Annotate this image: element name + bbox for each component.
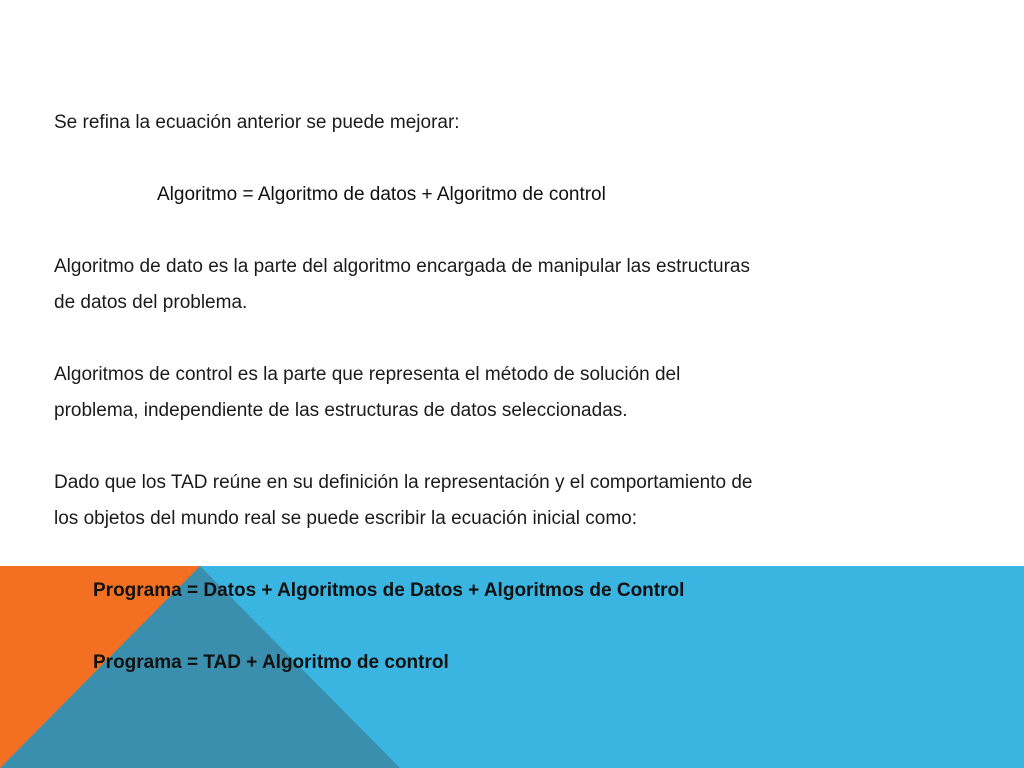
paragraph-control-line-1: Algoritmos de control es la parte que representa el método de solución del: [54, 364, 681, 385]
intro-text: Se refina la ecuación anterior se puede mejorar:: [54, 112, 460, 133]
paragraph-tad-line-2: los objetos del mundo real se puede escribir la ecuación inicial como:: [54, 508, 637, 529]
equation-algoritmo: Algoritmo = Algoritmo de datos + Algoritmo de control: [157, 184, 606, 205]
equation-programa-tad: Programa = TAD + Algoritmo de control: [93, 652, 449, 673]
paragraph-tad-line-1: Dado que los TAD reúne en su definición la representación y el comportamiento de: [54, 472, 753, 493]
paragraph-datos-line-2: de datos del problema.: [54, 292, 248, 313]
equation-programa-datos: Programa = Datos + Algoritmos de Datos + Algoritmos de Control: [93, 580, 685, 601]
paragraph-control-line-2: problema, independiente de las estructuras de datos seleccionadas.: [54, 400, 628, 421]
paragraph-datos-line-1: Algoritmo de dato es la parte del algoritmo encargada de manipular las estructuras: [54, 256, 750, 277]
